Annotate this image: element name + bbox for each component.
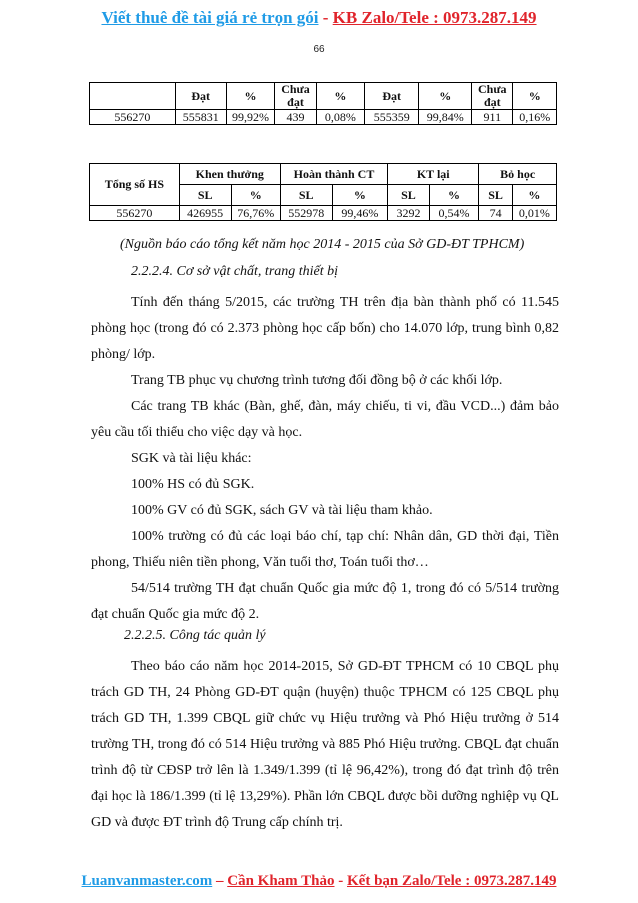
table-header-cell: % [513,83,557,110]
table-cell: 556270 [90,110,176,125]
table-header-cell: Chưa đạt [275,83,316,110]
footer-dash: – [212,873,228,889]
classification-table [89,163,557,221]
header-link-contact[interactable]: KB Zalo/Tele : 0973.287.149 [332,8,537,27]
header-link-service[interactable]: Viết thuê đề tài giá rẻ trọn gói [101,8,319,27]
table-header-cell: Đạt [365,83,419,110]
table-cell: 74 [479,206,513,221]
table-row [90,110,557,125]
footer-link-name[interactable]: Cần Kham Thảo [227,873,335,889]
paragraph: Các trang TB khác (Bàn, ghế, đàn, máy chiếu, ti vi, đầu VCD...) đảm bảo yêu cầu tối thiểu cho việc dạy và học. [91,399,559,440]
table-cell: 552978 [280,206,332,221]
sub-header-cell: % [332,185,388,206]
paragraph: SGK và tài liệu khác: [131,451,252,466]
table-group-header-row [90,164,557,185]
table-header-row [90,83,557,110]
group-header-retest: KT lại [388,164,479,185]
table-cell: 76,76% [231,206,280,221]
table-cell: 911 [472,110,513,125]
table-cell: 99,46% [332,206,388,221]
table-header-cell: % [226,83,275,110]
table-cell: 0,16% [513,110,557,125]
paragraph: 100% GV có đủ SGK, sách GV và tài liệu tham khảo. [131,503,433,518]
table-cell: 426955 [179,206,231,221]
results-table [89,82,557,125]
paragraph: Tính đến tháng 5/2015, các trường TH trên địa bàn thành phố có 11.545 phòng học (trong đó có 2.373 phòng học cấp bốn) cho 14.070 lớp, trung bình 0,82 phòng/ lớp. [91,295,559,362]
sub-header-cell: SL [179,185,231,206]
sub-header-cell: % [429,185,479,206]
table-cell: 0,54% [429,206,479,221]
footer-link-site[interactable]: Luanvanmaster.com [81,873,213,889]
table-cell: 0,08% [316,110,364,125]
sub-header-cell: SL [388,185,430,206]
table-header-cell: Đạt [175,83,226,110]
sub-header-cell: SL [280,185,332,206]
group-header-dropout: Bỏ học [479,164,557,185]
section-heading-facilities: 2.2.2.4. Cơ sở vật chất, trang thiết bị [131,264,339,279]
footer-separator: - [334,873,347,889]
table-cell: 555831 [175,110,226,125]
section-heading-management: 2.2.2.5. Công tác quản lý [124,628,266,643]
paragraph: Trang TB phục vụ chương trình tương đối đồng bộ ở các khối lớp. [131,373,503,388]
table-header-cell [90,83,176,110]
paragraph: 100% trường có đủ các loại báo chí, tạp chí: Nhân dân, GD thời đại, Tiền phong, Thiếu niên tiền phong, Văn tuổi thơ, Toán tuổi thơ… [91,529,559,570]
table-header-cell: % [419,83,472,110]
table-cell: 0,01% [512,206,556,221]
sub-header-cell: % [231,185,280,206]
sub-header-cell: SL [479,185,513,206]
table-cell: 99,92% [226,110,275,125]
paragraph: 100% HS có đủ SGK. [131,477,255,492]
page-number: 66 [313,44,325,55]
table-row [90,206,557,221]
group-header-completed: Hoàn thành CT [280,164,387,185]
table-cell: 99,84% [419,110,472,125]
total-students-header: Tổng số HS [90,164,180,206]
table-cell: 439 [275,110,316,125]
header-separator: - [318,8,333,27]
table-cell: 555359 [365,110,419,125]
table-header-cell: % [316,83,364,110]
table-header-cell: Chưa đạt [472,83,513,110]
footer-link-contact[interactable]: Kết bạn Zalo/Tele : 0973.287.149 [347,873,557,889]
source-note: (Nguồn báo cáo tổng kết năm học 2014 - 2015 của Sở GD-ĐT TPHCM) [120,237,525,252]
sub-header-cell: % [512,185,556,206]
page-header [0,8,638,28]
group-header-commendation: Khen thưởng [179,164,280,185]
table-cell: 3292 [388,206,430,221]
paragraph: 54/514 trường TH đạt chuẩn Quốc gia mức độ 1, trong đó có 5/514 trường đạt chuẩn Quốc gia mức độ 2. [91,581,559,622]
paragraph: Theo báo cáo năm học 2014-2015, Sở GD-ĐT TPHCM có 10 CBQL phụ trách GD TH, 24 Phòng GD-ĐT quận (huyện) thuộc TPHCM có 125 CBQL phụ trách GD TH, 1.399 CBQL giữ chức vụ Hiệu trưởng và Phó Hiệu trưởng ở 514 trường TH, trong đó có 514 Hiệu trưởng và 885 Phó Hiệu trưởng. CBQL đạt chuẩn trình độ từ CĐSP trở lên là 1.349/1.399 (tỉ lệ 96,42%), trong đó đạt trình độ trên đại học là 186/1.399 (tỉ lệ 13,29%). Phần lớn CBQL được bồi dưỡng nghiệp vụ QL GD và được ĐT trình độ Trung cấp chính trị. [91,659,559,830]
table-cell: 556270 [90,206,180,221]
page-footer [0,873,638,890]
